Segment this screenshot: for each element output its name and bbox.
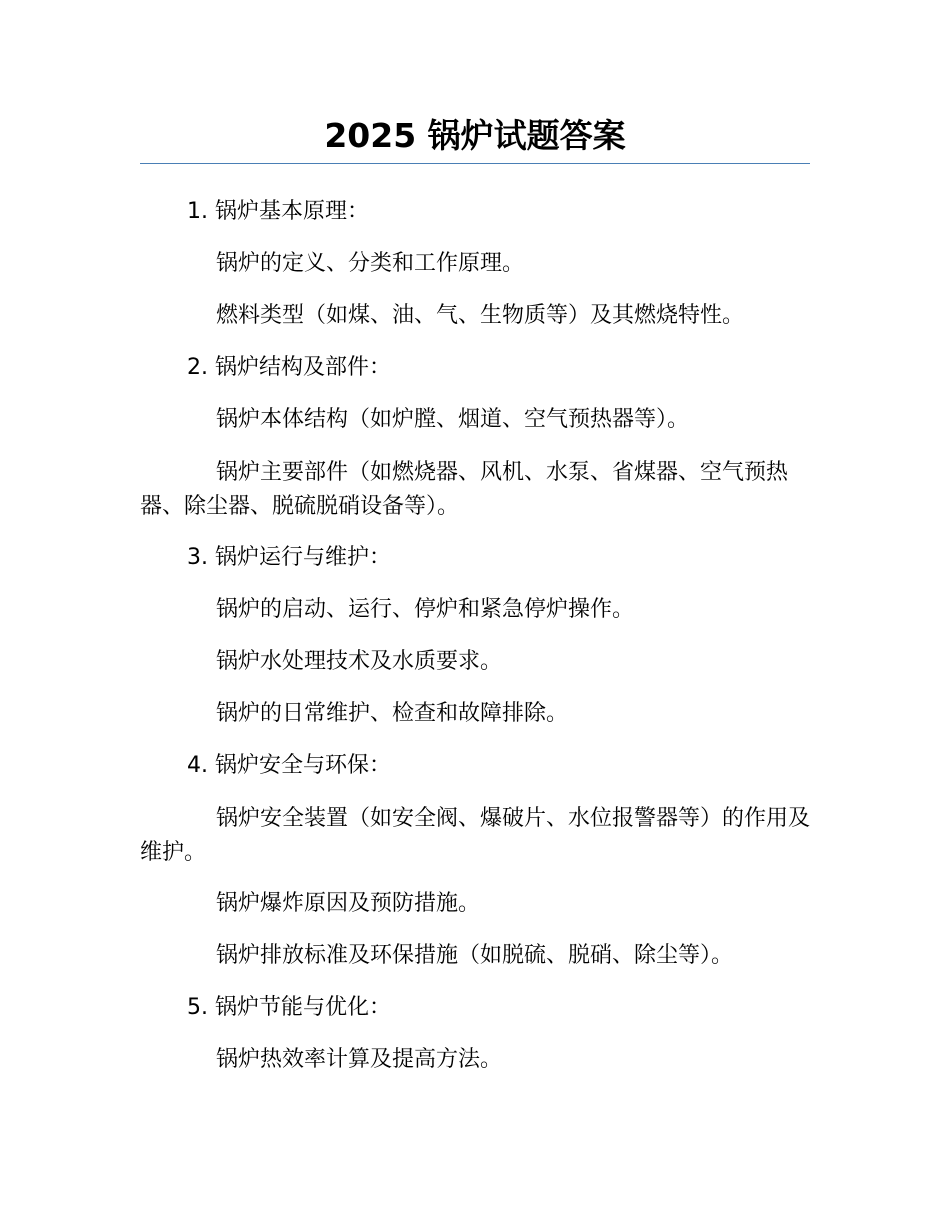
section-3	[140, 542, 810, 730]
section-number: 3.	[187, 545, 208, 570]
section-heading	[140, 992, 810, 1024]
section-item: 锅炉的启动、运行、停炉和紧急停炉操作。	[216, 597, 635, 622]
section-item: 锅炉热效率计算及提高方法。	[216, 1047, 503, 1072]
section-heading-text: 锅炉结构及部件：	[215, 355, 392, 380]
section-item: 锅炉本体结构（如炉膛、烟道、空气预热器等）。	[216, 407, 690, 432]
section-heading-text: 锅炉安全与环保：	[215, 753, 392, 778]
section-number: 4.	[187, 753, 208, 778]
section-number: 5.	[187, 995, 208, 1020]
section-item: 锅炉安全装置（如安全阀、爆破片、水位报警器等）的作用及维护。	[140, 806, 811, 865]
section-4	[140, 750, 810, 972]
section-heading	[140, 352, 810, 384]
section-number: 2.	[187, 355, 208, 380]
section-item: 燃料类型（如煤、油、气、生物质等）及其燃烧特性。	[216, 303, 745, 328]
section-heading-text: 锅炉节能与优化：	[215, 995, 392, 1020]
title-underline	[140, 163, 810, 164]
document-body	[140, 196, 810, 1096]
section-heading	[140, 750, 810, 782]
section-item: 锅炉爆炸原因及预防措施。	[216, 891, 481, 916]
section-heading	[140, 196, 810, 228]
section-item: 锅炉水处理技术及水质要求。	[216, 649, 503, 674]
section-item: 锅炉排放标准及环保措施（如脱硫、脱硝、除尘等）。	[216, 943, 734, 968]
section-1	[140, 196, 810, 332]
section-heading-text: 锅炉基本原理：	[215, 199, 370, 224]
section-item: 锅炉的定义、分类和工作原理。	[216, 251, 525, 276]
section-2	[140, 352, 810, 524]
section-number: 1.	[187, 199, 208, 224]
section-item: 锅炉主要部件（如燃烧器、风机、水泵、省煤器、空气预热器、除尘器、脱硫脱硝设备等）。	[140, 460, 789, 519]
section-5	[140, 992, 810, 1076]
section-item: 锅炉的日常维护、检查和故障排除。	[216, 701, 569, 726]
document-title: 2025 锅炉试题答案	[324, 116, 626, 155]
section-heading	[140, 542, 810, 574]
section-heading-text: 锅炉运行与维护：	[215, 545, 392, 570]
